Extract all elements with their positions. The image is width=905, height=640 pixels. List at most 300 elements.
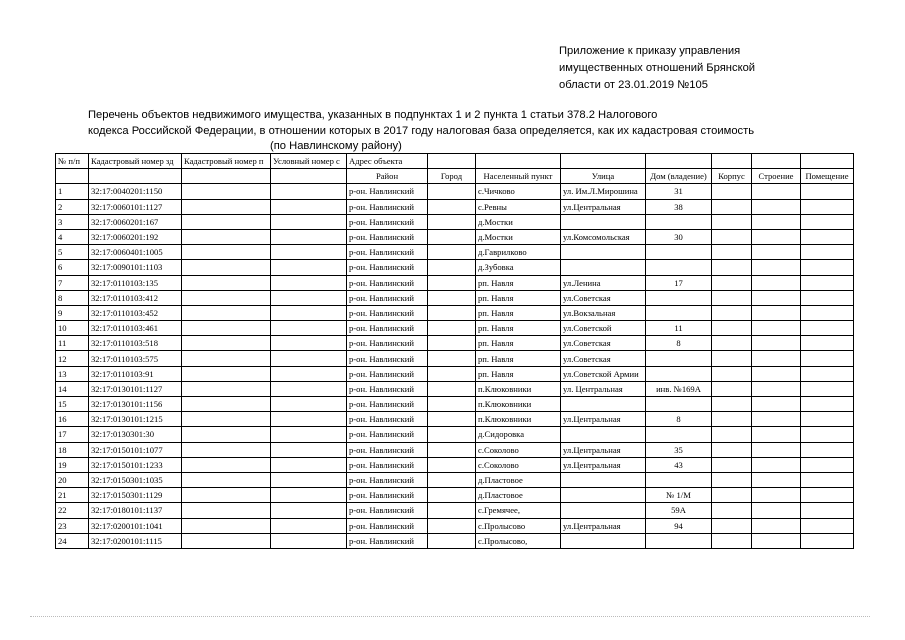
table-cell: р-он. Навлинский xyxy=(347,229,428,244)
table-row xyxy=(56,518,854,533)
table-cell xyxy=(752,427,801,442)
table-cell xyxy=(712,381,752,396)
table-cell xyxy=(752,533,801,548)
table-cell: д.Мостки xyxy=(476,214,561,229)
table-cell: рп. Навля xyxy=(476,305,561,320)
table-cell xyxy=(56,169,89,184)
table-cell xyxy=(752,336,801,351)
table-cell: рп. Навля xyxy=(476,290,561,305)
table-cell: 30 xyxy=(646,229,712,244)
table-cell xyxy=(801,245,854,260)
table-cell xyxy=(712,229,752,244)
table-cell xyxy=(752,245,801,260)
table-row xyxy=(56,533,854,548)
table-cell: п.Клюковники xyxy=(476,412,561,427)
table-cell xyxy=(752,442,801,457)
table-cell: 32:17:0150301:1035 xyxy=(89,472,182,487)
table-row xyxy=(56,442,854,457)
table-cell xyxy=(712,412,752,427)
table-cell: ул.Центральная xyxy=(561,442,646,457)
table-cell xyxy=(801,412,854,427)
table-cell: р-он. Навлинский xyxy=(347,366,428,381)
table-cell xyxy=(271,427,347,442)
table-cell xyxy=(712,427,752,442)
table-cell: ул.Советской xyxy=(561,321,646,336)
table-cell: ул.Советская xyxy=(561,290,646,305)
title-line: Перечень объектов недвижимого имущества, указанных в подпунктах 1 и 2 пункта 1 статьи 378.2 Налогового xyxy=(88,109,658,121)
table-cell xyxy=(646,366,712,381)
table-cell xyxy=(646,351,712,366)
table-cell xyxy=(89,169,182,184)
table-cell xyxy=(712,260,752,275)
table-row xyxy=(56,351,854,366)
table-cell xyxy=(801,457,854,472)
table-cell: Населенный пункт xyxy=(476,169,561,184)
table-cell xyxy=(712,199,752,214)
table-cell xyxy=(428,154,476,169)
table-cell xyxy=(428,518,476,533)
table-row xyxy=(56,214,854,229)
table-cell xyxy=(712,442,752,457)
table-cell xyxy=(271,305,347,320)
table-cell: д.Пластовое xyxy=(476,488,561,503)
table-cell xyxy=(646,260,712,275)
table-cell xyxy=(271,321,347,336)
table-cell xyxy=(271,503,347,518)
table-cell: ул.Комсомольская xyxy=(561,229,646,244)
table-cell: 2 xyxy=(56,199,89,214)
table-cell: рп. Навля xyxy=(476,351,561,366)
table-cell xyxy=(271,381,347,396)
table-cell xyxy=(182,457,271,472)
table-cell xyxy=(801,503,854,518)
table-cell xyxy=(752,518,801,533)
table-cell xyxy=(271,184,347,199)
table-cell xyxy=(428,472,476,487)
table-cell: р-он. Навлинский xyxy=(347,533,428,548)
table-cell: 19 xyxy=(56,457,89,472)
table-cell xyxy=(801,321,854,336)
table-cell xyxy=(752,488,801,503)
table-cell xyxy=(561,488,646,503)
table-cell xyxy=(182,488,271,503)
table-cell: ул.Центральная xyxy=(561,457,646,472)
table-cell xyxy=(646,154,712,169)
table-cell xyxy=(182,412,271,427)
table-cell xyxy=(712,472,752,487)
table-cell xyxy=(182,533,271,548)
table-cell xyxy=(752,214,801,229)
table-cell: рп. Навля xyxy=(476,275,561,290)
table-cell xyxy=(182,442,271,457)
table-cell: ул.Советская xyxy=(561,351,646,366)
table-cell xyxy=(271,518,347,533)
table-row xyxy=(56,503,854,518)
table-cell: Адрес объекта xyxy=(347,154,428,169)
table-cell xyxy=(182,305,271,320)
table-cell xyxy=(182,275,271,290)
table-cell xyxy=(182,260,271,275)
table-cell: 21 xyxy=(56,488,89,503)
table-cell: д.Пластовое xyxy=(476,472,561,487)
table-cell xyxy=(182,503,271,518)
table-cell xyxy=(561,245,646,260)
table-cell xyxy=(712,503,752,518)
table-cell xyxy=(801,381,854,396)
table-cell xyxy=(271,169,347,184)
table-cell: 16 xyxy=(56,412,89,427)
table-cell: Город xyxy=(428,169,476,184)
table-cell: 32:17:0130101:1127 xyxy=(89,381,182,396)
table-cell: р-он. Навлинский xyxy=(347,245,428,260)
table-cell: 32:17:0110103:452 xyxy=(89,305,182,320)
table-cell xyxy=(752,381,801,396)
table-cell: 9 xyxy=(56,305,89,320)
table-cell xyxy=(712,275,752,290)
table-cell xyxy=(271,457,347,472)
table-cell: Строение xyxy=(752,169,801,184)
table-cell xyxy=(182,472,271,487)
table-cell: 22 xyxy=(56,503,89,518)
table-cell: р-он. Навлинский xyxy=(347,184,428,199)
table-cell xyxy=(752,229,801,244)
table-cell xyxy=(752,305,801,320)
table-cell xyxy=(182,336,271,351)
title-line: кодекса Российской Федерации, в отношении которых в 2017 году налоговая база определяется, как их кадастровая стоимость xyxy=(88,125,755,137)
table-cell: рп. Навля xyxy=(476,336,561,351)
table-cell xyxy=(752,397,801,412)
appendix-line: Приложение к приказу управления xyxy=(559,45,741,57)
table-cell xyxy=(271,229,347,244)
table-cell xyxy=(271,533,347,548)
table-cell: 8 xyxy=(646,412,712,427)
table-cell: р-он. Навлинский xyxy=(347,503,428,518)
table-cell xyxy=(752,503,801,518)
table-cell xyxy=(561,503,646,518)
table-cell: № 1/М xyxy=(646,488,712,503)
table-cell: 32:17:0060201:167 xyxy=(89,214,182,229)
table-row xyxy=(56,381,854,396)
table-cell: ул. Им.Л.Мирошина xyxy=(561,184,646,199)
table-cell xyxy=(712,397,752,412)
table-cell: Дом (владение) xyxy=(646,169,712,184)
table-cell xyxy=(182,518,271,533)
table-cell: д.Сидоровка xyxy=(476,427,561,442)
table-cell xyxy=(561,472,646,487)
table-cell: 32:17:0130301:30 xyxy=(89,427,182,442)
table-cell xyxy=(646,245,712,260)
table-cell xyxy=(182,290,271,305)
table-cell: с.Ревны xyxy=(476,199,561,214)
table-cell: п.Клюковники xyxy=(476,381,561,396)
table-cell: 15 xyxy=(56,397,89,412)
table-cell: 32:17:0110103:91 xyxy=(89,366,182,381)
table-cell: 14 xyxy=(56,381,89,396)
table-cell: 13 xyxy=(56,366,89,381)
table-cell xyxy=(801,442,854,457)
table-cell xyxy=(646,305,712,320)
appendix-line: области от 23.01.2019 №105 xyxy=(559,79,708,91)
table-cell: ул.Центральная xyxy=(561,412,646,427)
table-cell xyxy=(271,275,347,290)
table-cell: 43 xyxy=(646,457,712,472)
table-cell xyxy=(752,184,801,199)
table-cell xyxy=(428,442,476,457)
table-cell: с.Соколово xyxy=(476,442,561,457)
table-cell: ул. Центральная xyxy=(561,381,646,396)
table-cell: д.Гаврилково xyxy=(476,245,561,260)
table-cell xyxy=(561,260,646,275)
table-cell xyxy=(712,533,752,548)
table-cell: 11 xyxy=(646,321,712,336)
table-row xyxy=(56,336,854,351)
table-cell: р-он. Навлинский xyxy=(347,442,428,457)
table-cell: с.Гремячее, xyxy=(476,503,561,518)
table-cell xyxy=(646,397,712,412)
table-cell: ул.Советская xyxy=(561,336,646,351)
table-cell: 32:17:0110103:575 xyxy=(89,351,182,366)
table-cell: д.Зубовка xyxy=(476,260,561,275)
table-row xyxy=(56,412,854,427)
table-cell xyxy=(271,488,347,503)
table-cell: Помещение xyxy=(801,169,854,184)
table-row xyxy=(56,229,854,244)
table-cell: 32:17:0150301:1129 xyxy=(89,488,182,503)
table-cell xyxy=(801,518,854,533)
table-cell xyxy=(801,351,854,366)
table-cell: 7 xyxy=(56,275,89,290)
table-cell xyxy=(801,366,854,381)
table-cell xyxy=(801,260,854,275)
table-cell xyxy=(271,214,347,229)
table-cell xyxy=(561,397,646,412)
table-cell xyxy=(646,427,712,442)
table-cell: р-он. Навлинский xyxy=(347,260,428,275)
table-cell: 20 xyxy=(56,472,89,487)
table-cell xyxy=(801,275,854,290)
table-cell: р-он. Навлинский xyxy=(347,351,428,366)
table-cell: 32:17:0110103:518 xyxy=(89,336,182,351)
table-cell xyxy=(801,229,854,244)
table-cell: 32:17:0060401:1005 xyxy=(89,245,182,260)
appendix-note xyxy=(559,43,789,94)
table-cell xyxy=(428,290,476,305)
table-cell: Кадастровый номер п xyxy=(182,154,271,169)
table-cell: ул.Центральная xyxy=(561,199,646,214)
table-cell xyxy=(801,305,854,320)
table-cell: Улица xyxy=(561,169,646,184)
table-cell: п.Клюковники xyxy=(476,397,561,412)
table-cell xyxy=(712,184,752,199)
table-cell: 32:17:0130101:1215 xyxy=(89,412,182,427)
table-cell: р-он. Навлинский xyxy=(347,472,428,487)
table-row xyxy=(56,260,854,275)
appendix-line: имущественных отношений Брянской xyxy=(559,62,756,74)
table-cell xyxy=(561,154,646,169)
table-cell: 10 xyxy=(56,321,89,336)
table-cell: 32:17:0200101:1115 xyxy=(89,533,182,548)
table-cell: 59А xyxy=(646,503,712,518)
table-cell xyxy=(752,366,801,381)
table-cell xyxy=(271,336,347,351)
document-title xyxy=(88,107,788,139)
table-cell xyxy=(428,366,476,381)
table-row xyxy=(56,184,854,199)
table-cell xyxy=(271,199,347,214)
table-cell: 24 xyxy=(56,533,89,548)
table-cell xyxy=(428,533,476,548)
table-cell: р-он. Навлинский xyxy=(347,305,428,320)
table-cell xyxy=(712,245,752,260)
table-cell xyxy=(271,351,347,366)
table-cell xyxy=(801,184,854,199)
table-cell xyxy=(271,472,347,487)
table-cell xyxy=(712,305,752,320)
table-cell: ул.Вокзальная xyxy=(561,305,646,320)
table-cell xyxy=(712,321,752,336)
table-cell: р-он. Навлинский xyxy=(347,397,428,412)
table-cell: Условный номер с xyxy=(271,154,347,169)
table-cell xyxy=(646,214,712,229)
table-cell xyxy=(271,260,347,275)
table-row xyxy=(56,245,854,260)
table-cell xyxy=(801,472,854,487)
table-cell xyxy=(801,336,854,351)
table-cell xyxy=(712,214,752,229)
table-cell: 8 xyxy=(646,336,712,351)
table-cell: 32:17:0110103:412 xyxy=(89,290,182,305)
table-cell xyxy=(428,397,476,412)
table-row xyxy=(56,290,854,305)
table-cell: 3 xyxy=(56,214,89,229)
table-cell xyxy=(271,290,347,305)
table-cell xyxy=(428,199,476,214)
table-cell xyxy=(182,321,271,336)
table-row xyxy=(56,321,854,336)
table-cell xyxy=(712,488,752,503)
table-cell: 23 xyxy=(56,518,89,533)
table-cell xyxy=(476,154,561,169)
table-cell xyxy=(428,214,476,229)
table-cell: 6 xyxy=(56,260,89,275)
table-cell xyxy=(752,457,801,472)
table-header-row xyxy=(56,154,854,169)
table-cell: р-он. Навлинский xyxy=(347,321,428,336)
table-row xyxy=(56,472,854,487)
table-header-row xyxy=(56,169,854,184)
table-cell xyxy=(182,351,271,366)
table-cell: р-он. Навлинский xyxy=(347,275,428,290)
table-cell: 17 xyxy=(56,427,89,442)
table-cell xyxy=(182,214,271,229)
table-cell xyxy=(271,366,347,381)
table-cell xyxy=(752,351,801,366)
table-cell xyxy=(182,381,271,396)
table-cell xyxy=(271,397,347,412)
table-row xyxy=(56,427,854,442)
table-cell: Корпус xyxy=(712,169,752,184)
table-cell xyxy=(801,533,854,548)
table-cell xyxy=(646,533,712,548)
table-cell xyxy=(752,154,801,169)
table-cell: ул.Центральная xyxy=(561,518,646,533)
table-cell xyxy=(712,154,752,169)
table-cell: 32:17:0130101:1156 xyxy=(89,397,182,412)
table-cell xyxy=(428,412,476,427)
table-cell xyxy=(801,427,854,442)
table-cell xyxy=(428,503,476,518)
table-cell xyxy=(752,412,801,427)
table-cell: ул.Советской Армии xyxy=(561,366,646,381)
table-row xyxy=(56,457,854,472)
table-cell: 4 xyxy=(56,229,89,244)
table-cell xyxy=(182,199,271,214)
table-cell: р-он. Навлинский xyxy=(347,214,428,229)
table-cell: 11 xyxy=(56,336,89,351)
table-cell: 32:17:0090101:1103 xyxy=(89,260,182,275)
table-cell xyxy=(271,245,347,260)
table-cell: 32:17:0180101:1137 xyxy=(89,503,182,518)
table-cell xyxy=(752,260,801,275)
table-cell: 32:17:0150101:1233 xyxy=(89,457,182,472)
table-cell xyxy=(752,275,801,290)
table-cell xyxy=(428,351,476,366)
table-cell xyxy=(801,199,854,214)
table-cell xyxy=(561,533,646,548)
table-cell xyxy=(428,260,476,275)
table-cell: 17 xyxy=(646,275,712,290)
table-row xyxy=(56,366,854,381)
table-row xyxy=(56,199,854,214)
table-cell xyxy=(752,290,801,305)
table-cell: 32:17:0110103:135 xyxy=(89,275,182,290)
table-cell: 18 xyxy=(56,442,89,457)
table-cell xyxy=(271,442,347,457)
table-cell: с.Чичково xyxy=(476,184,561,199)
table-cell: 94 xyxy=(646,518,712,533)
table-cell: Район xyxy=(347,169,428,184)
table-cell xyxy=(752,321,801,336)
table-cell xyxy=(182,245,271,260)
table-cell: р-он. Навлинский xyxy=(347,457,428,472)
scan-noise-line xyxy=(30,616,870,618)
table-cell: р-он. Навлинский xyxy=(347,427,428,442)
table-cell xyxy=(182,397,271,412)
table-cell: 38 xyxy=(646,199,712,214)
table-cell: р-он. Навлинский xyxy=(347,336,428,351)
table-cell xyxy=(428,457,476,472)
table-cell xyxy=(646,472,712,487)
table-cell xyxy=(752,472,801,487)
table-cell: 31 xyxy=(646,184,712,199)
table-cell: р-он. Навлинский xyxy=(347,199,428,214)
table-cell xyxy=(646,290,712,305)
table-cell: с.Пролысово xyxy=(476,518,561,533)
table-cell: р-он. Навлинский xyxy=(347,488,428,503)
property-table xyxy=(55,153,854,549)
table-cell: ул.Ленина xyxy=(561,275,646,290)
table-cell: 32:17:0110103:461 xyxy=(89,321,182,336)
table-cell xyxy=(801,397,854,412)
table-cell xyxy=(182,169,271,184)
table-cell: 32:17:0040201:1150 xyxy=(89,184,182,199)
table-cell: р-он. Навлинский xyxy=(347,290,428,305)
table-cell xyxy=(428,275,476,290)
table-cell: 32:17:0200101:1041 xyxy=(89,518,182,533)
table-row xyxy=(56,397,854,412)
table-cell xyxy=(428,381,476,396)
table-cell: 32:17:0060201:192 xyxy=(89,229,182,244)
